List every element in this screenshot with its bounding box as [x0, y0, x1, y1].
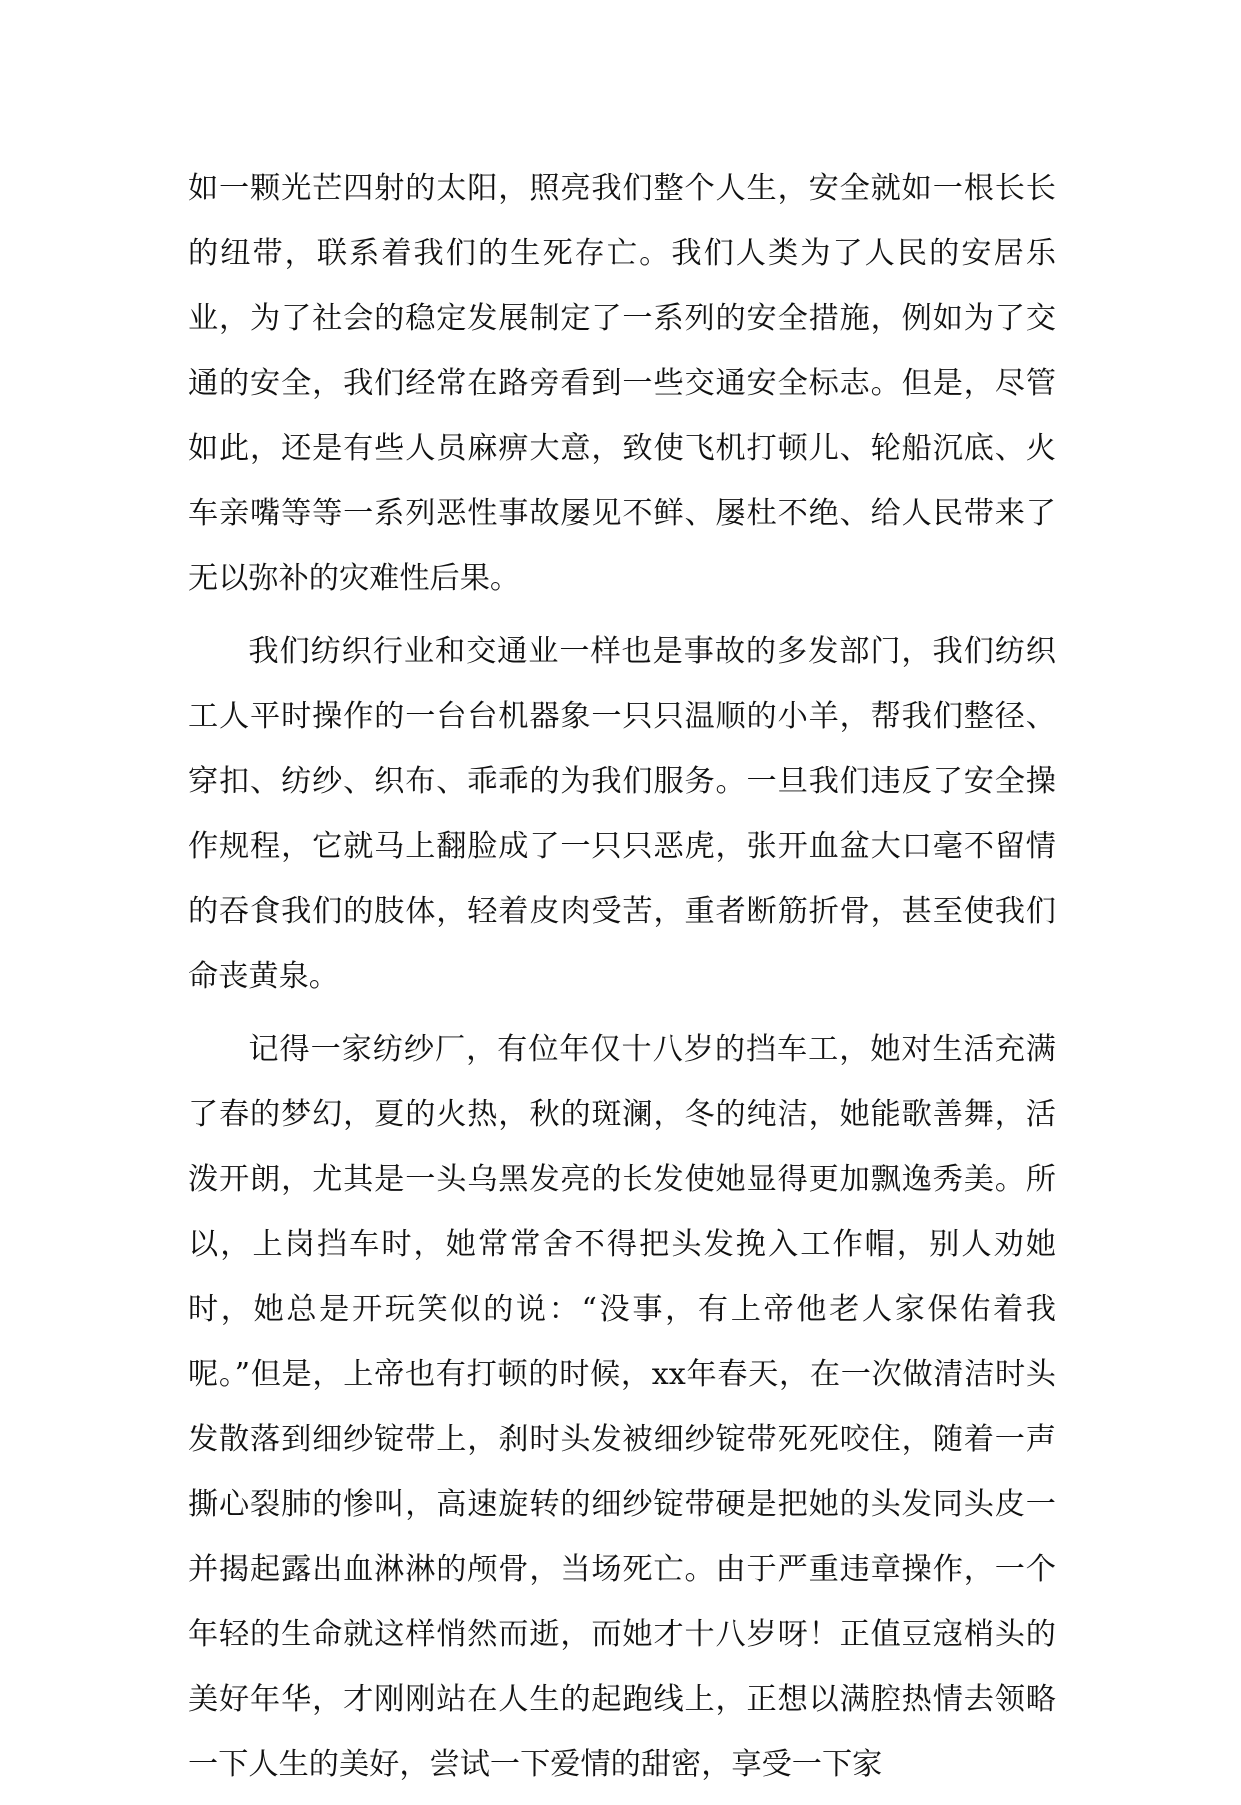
document-body: [188, 156, 1056, 1805]
paragraph-worker-accident: 记得一家纺纱厂，有位年仅十八岁的挡车工，她对生活充满了春的梦幻，夏的火热，秋的斑澜，冬的纯洁，她能歌善舞，活泼开朗，尤其是一头乌黑发亮的长发使她显得更加飘逸秀美。所以，上岗挡车时，她常常舍不得把头发挽入工作帽，别人劝她时，她总是开玩笑似的说：“没事，有上帝他老人家保佑着我呢。”但是，上帝也有打顿的时候，xx年春天，在一次做清洁时头发散落到细纱锭带上，刹时头发被细纱锭带死死咬住，随着一声撕心裂肺的惨叫，高速旋转的细纱锭带硬是把她的头发同头皮一并揭起露出血淋淋的颅骨，当场死亡。由于严重违章操作，一个年轻的生命就这样悄然而逝，而她才十八岁呀！正值豆寇梢头的美好年华，才刚刚站在人生的起跑线上，正想以满腔热情去领略一下人生的美好，尝试一下爱情的甜密，享受一下家: [188, 1032, 1056, 1782]
paragraph-textile-industry: 我们纺织行业和交通业一样也是事故的多发部门，我们纺织工人平时操作的一台台机器象一只只温顺的小羊，帮我们整径、穿扣、纺纱、织布、乖乖的为我们服务。一旦我们违反了安全操作规程，它就马上翻脸成了一只只恶虎，张开血盆大口毫不留情的吞食我们的肢体，轻着皮肉受苦，重者断筋折骨，甚至使我们命丧黄泉。: [188, 634, 1056, 994]
paragraph-continued: 如一颗光芒四射的太阳，照亮我们整个人生，安全就如一根长长的纽带，联系着我们的生死存亡。我们人类为了人民的安居乐业，为了社会的稳定发展制定了一系列的安全措施，例如为了交通的安全，我们经常在路旁看到一些交通安全标志。但是，尽管如此，还是有些人员麻痹大意，致使飞机打顿儿、轮船沉底、火车亲嘴等等一系列恶性事故屡见不鲜、屡杜不绝、给人民带来了无以弥补的灾难性后果。: [188, 171, 1056, 596]
